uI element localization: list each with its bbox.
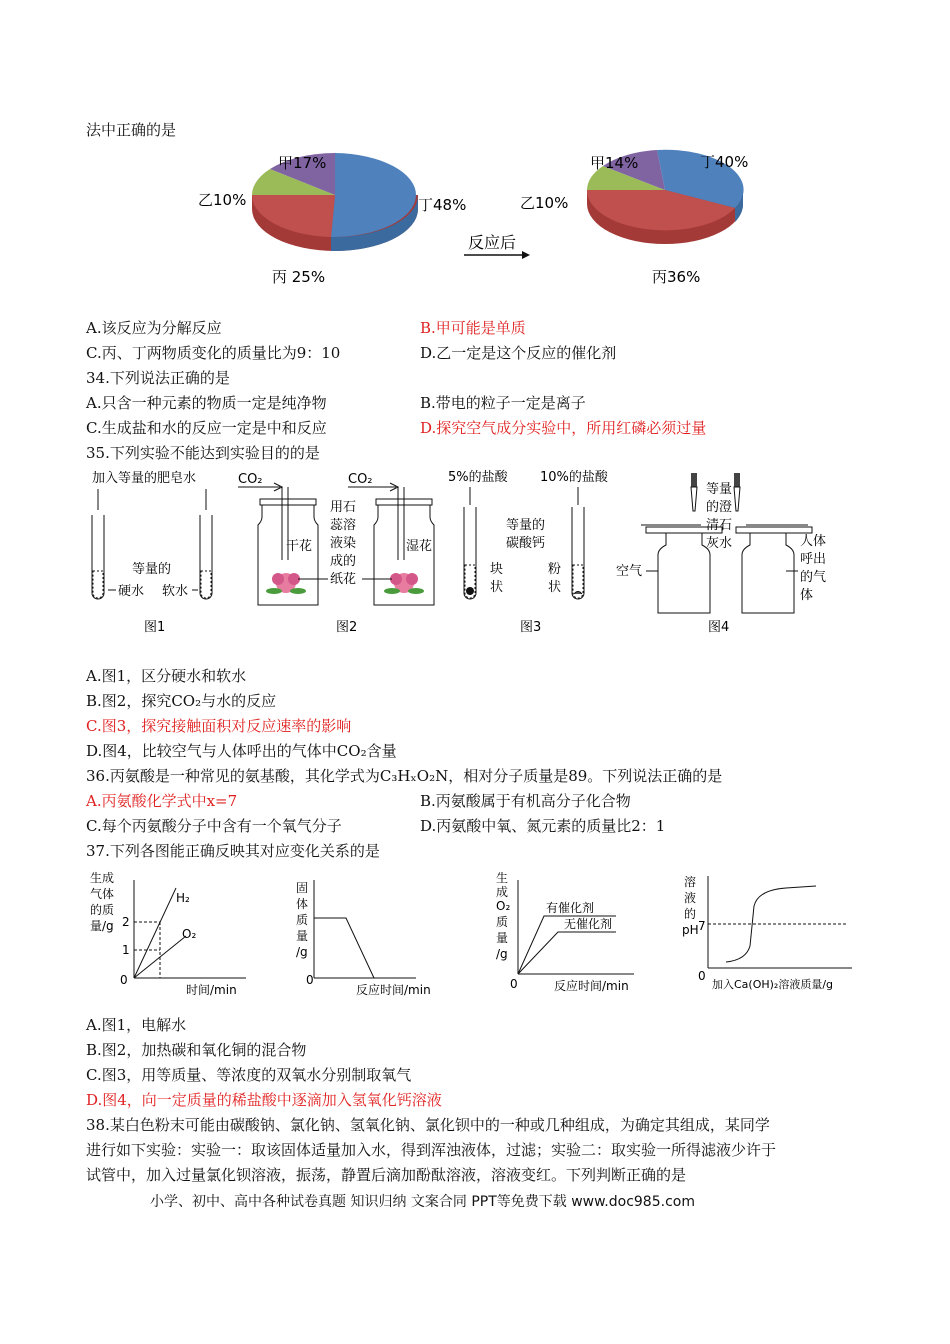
fig3-zhuang2: 状 [548,580,562,595]
q37-option-c: C.图3，用等质量、等浓度的双氧水分别制取氧气 [86,1066,412,1084]
graph3-xlabel: 反应时间/min [554,979,629,993]
fig1-test-tubes [92,470,212,635]
graph3-ylabel-2: 成 [496,885,509,899]
fig4-air-label: 空气 [616,564,643,579]
fig3-lump [466,587,474,595]
graph2-ylabel-4: 量 [296,929,309,943]
graph2-origin: 0 [306,973,314,987]
graph3-oxygen [496,870,634,993]
fig4-bottle-right [742,533,794,613]
fig1-top-label: 加入等量的肥皂水 [92,471,197,486]
fig4-right-4: 体 [800,588,814,603]
graph4-origin: 0 [698,969,706,983]
graph3-ylabel-5: 量 [496,931,509,945]
fig3-acid2: 10%的盐酸 [540,470,608,485]
q36-option-b: B.丙氨酸属于有机高分子化合物 [420,792,631,810]
graph1-h2-label: H₂ [176,891,190,905]
q34-stem: 34.下列说法正确的是 [86,369,230,387]
q38-line-3: 试管中，加入过量氯化钡溶液，振荡，静置后滴加酚酞溶液，溶液变红。下列判断正确的是 [86,1166,687,1184]
pie-before-yi-label: 乙10% [198,191,247,209]
arrow-head [522,251,530,259]
graph1-origin: 0 [120,973,128,987]
fig2-caption: 图2 [336,620,358,635]
pie-before [252,153,418,251]
graph3-origin: 0 [510,977,518,991]
graph1-xlabel: 时间/min [186,983,237,997]
graph2-curve [314,918,374,978]
fig4-label-1: 等量 [706,482,733,497]
graph1-tick-1: 1 [122,943,130,957]
q35-stem: 35.下列实验不能达到实验目的的是 [86,444,320,462]
graph2-solid-mass [296,880,431,997]
q36-option-d: D.丙氨酸中氧、氮元素的质量比2：1 [420,817,666,835]
graph4-ylabel-2: 液 [684,891,697,905]
graph4-ylabel-1: 溶 [684,875,697,889]
graph1-o2-label: O₂ [182,927,197,941]
fig1-hard-label: 硬水 [118,584,145,599]
q34-option-a: A.只含一种元素的物质一定是纯净物 [86,394,327,412]
intro-text: 法中正确的是 [86,121,177,139]
pie-before-ding-label: 丁48% [418,196,467,214]
pie-after-yi-label: 乙10% [520,194,569,212]
graph1-ylabel-3: 的质 [90,903,115,917]
fig3-zhuang1: 状 [490,580,504,595]
fig1-tube-left [92,515,104,599]
graph4-xlabel: 加入Ca(OH)₂溶液质量/g [712,978,834,991]
graph1-tick-2: 2 [122,915,130,929]
arrow-label: 反应后 [468,233,517,252]
fig3-kuai: 块 [490,562,504,577]
q37-graphs [86,866,866,1002]
q35-option-c: C.图3，探究接触面积对反应速率的影响 [86,717,352,735]
fig3-caption: 图3 [520,620,542,635]
graph3-ylabel-1: 生 [496,871,509,885]
q37-option-d: D.图4，向一定质量的稀盐酸中逐滴加入氢氧化钙溶液 [86,1091,442,1109]
q36-option-a: A.丙氨酸化学式中x=7 [86,792,238,810]
q35-option-a: A.图1，区分硬水和软水 [86,667,247,685]
fig4-label-4: 灰水 [706,536,733,551]
fig1-caption: 图1 [144,620,166,635]
fig4-right-1: 人体 [800,534,827,549]
graph2-ylabel-3: 质 [296,913,309,927]
graph1-ylabel-2: 气体 [90,887,115,901]
q38-line-1: 38.某白色粉末可能由碳酸钠、氯化钠、氢氧化钠、氯化钡中的一种或几种组成，为确定其组成，某同学 [86,1116,770,1134]
fig1-soft-label: 软水 [162,584,189,599]
q35-option-d: D.图4，比较空气与人体呼出的气体中CO₂含量 [86,742,397,760]
fig3-tubes [448,469,609,635]
fig2-label-5: 纸花 [330,572,357,587]
q36-stem: 36.丙氨酸是一种常见的氨基酸，其化学式为C₃HₓO₂N，相对分子质量是89。下列说法正确的是 [86,767,723,785]
fig4-label-2: 的澄 [706,500,733,515]
fig3-tube-right [572,507,584,599]
q33-option-b: B.甲可能是单质 [420,319,526,337]
fig4-bottle-left [658,533,710,613]
pie-charts-figure [180,140,780,300]
pie-after-jia-label: 甲14% [590,154,639,172]
graph3-cat-label: 有催化剂 [546,901,595,915]
q34-option-b: B.带电的粒子一定是离子 [420,394,586,412]
fig3-fen: 粉 [548,562,562,577]
q35-option-b: B.图2，探究CO₂与水的反应 [86,692,277,710]
q33-option-a: A.该反应为分解反应 [86,319,222,337]
graph3-ylabel-6: /g [496,947,508,961]
pie-before-bing-label: 丙 25% [272,268,326,286]
graph1-ylabel-1: 生成 [90,871,115,885]
fig3-mid1: 等量的 [506,518,546,533]
q36-option-c: C.每个丙氨酸分子中含有一个氧气分子 [86,817,342,835]
graph2-ylabel-5: /g [296,945,308,959]
pie-after-bing-label: 丙36% [652,268,701,286]
graph3-ylabel-4: 质 [496,915,509,929]
fig4-right-3: 的气 [800,570,827,585]
q35-experiment-figures [86,465,866,645]
q34-option-c: C.生成盐和水的反应一定是中和反应 [86,419,327,437]
graph4-ph [682,874,852,991]
graph1-h2-line [134,888,176,978]
fig4-label-3: 清石 [706,518,733,533]
q37-option-b: B.图2，加热碳和氧化铜的混合物 [86,1041,307,1059]
graph4-tick-7: 7 [698,919,706,933]
pie-before-jia-label: 甲17% [278,154,327,172]
fig2-co2-right: CO₂ [348,472,373,487]
graph2-xlabel: 反应时间/min [356,983,431,997]
graph3-nocat-label: 无催化剂 [564,917,613,931]
graph4-ylabel-3: 的 [684,907,697,921]
pie-after-ding-label: 丁40% [700,153,749,171]
q34-option-d: D.探究空气成分实验中，所用红磷必须过量 [420,419,707,437]
fig4-bottles [616,473,826,635]
fig2-label-1: 用石 [330,500,357,515]
fig2-co2-left: CO₂ [238,472,263,487]
fig3-tube-left [464,507,476,599]
fig1-mid-label: 等量的 [132,562,172,577]
q37-option-a: A.图1，电解水 [86,1016,187,1034]
graph1-ylabel-4: 量/g [90,919,114,933]
fig4-right-2: 呼出 [800,552,827,567]
q33-option-c: C.丙、丁两物质变化的质量比为9：10 [86,344,341,362]
fig2-label-4: 成的 [330,554,357,569]
fig1-tube-right [200,515,212,599]
fig3-mid2: 碳酸钙 [506,536,546,551]
graph3-nocat-line [518,932,616,974]
fig3-acid1: 5%的盐酸 [448,470,508,485]
q38-line-2: 进行如下实验：实验一：取该固体适量加入水，得到浑浊液体，过滤；实验二：取实验一所得滤液少许于 [86,1141,777,1159]
fig2-label-2: 蕊溶 [330,518,357,533]
graph3-ylabel-3: O₂ [496,899,511,913]
fig2-jars [238,472,434,635]
fig4-caption: 图4 [708,620,730,635]
graph2-ylabel-2: 体 [296,897,309,911]
graph1-electrolysis [90,870,246,997]
graph4-ylabel-4: pH [682,923,699,937]
fig2-wet-label: 湿花 [406,539,433,554]
graph2-ylabel-1: 固 [296,881,309,895]
page-footer: 小学、初中、高中各种试卷真题 知识归纳 文案合同 PPT等免费下载 www.doc985.com [150,1194,695,1210]
fig2-label-3: 液染 [330,536,357,551]
fig2-dry-label: 干花 [286,539,313,554]
q33-option-d: D.乙一定是这个反应的催化剂 [420,344,617,362]
q37-stem: 37.下列各图能正确反映其对应变化关系的是 [86,842,380,860]
